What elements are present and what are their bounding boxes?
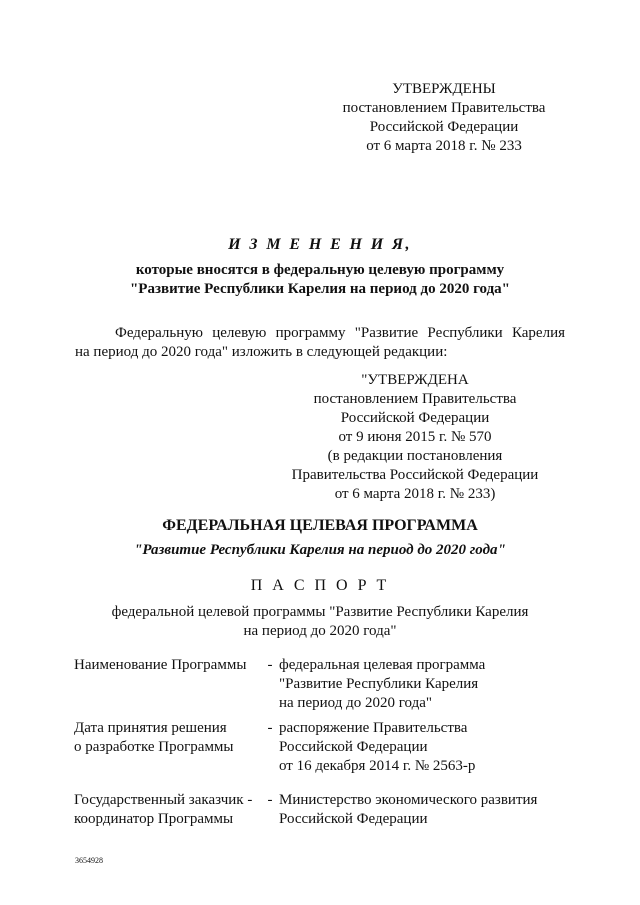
approval-block <box>320 80 568 156</box>
document-code: 3654928 <box>75 856 103 865</box>
intro-paragraph <box>75 324 565 362</box>
changes-subheading <box>0 261 640 299</box>
approval-line-2: Российской Федерации <box>369 119 519 135</box>
approval2-line-4: (в редакции постановления <box>327 448 503 464</box>
row-value-line: от 16 декабря 2014 г. № 2563-р <box>279 758 476 774</box>
changes-line-1: которые вносятся в федеральную целевую программу <box>135 262 505 278</box>
row-label-line: Дата принятия решения <box>74 720 227 736</box>
row-value-line: федеральная целевая программа <box>279 657 486 673</box>
passport-title: П А С П О Р Т <box>250 577 390 594</box>
row-label-line: Наименование Программы <box>74 657 247 673</box>
row-dash: - <box>267 720 273 736</box>
program-heading <box>0 516 640 536</box>
approval-line-3: от 6 марта 2018 г. № 233 <box>366 138 522 154</box>
row-dash: - <box>267 792 273 808</box>
approval2-line-6: от 6 марта 2018 г. № 233) <box>334 486 496 502</box>
passport-heading <box>0 576 640 596</box>
intro-line-1: Федеральную целевую программу "Развитие Республики Карелия <box>115 325 565 341</box>
approval2-line-3: от 9 июня 2015 г. № 570 <box>338 429 492 445</box>
row-label-line: Государственный заказчик - <box>74 792 253 808</box>
passport-line-2: на период до 2020 года" <box>243 623 397 639</box>
row-label <box>74 656 260 675</box>
row-value-line: распоряжение Правительства <box>279 720 468 736</box>
intro-line-2: на период до 2020 года" изложить в следующей редакции: <box>75 344 448 360</box>
row-dash: - <box>267 657 273 673</box>
row-label <box>74 791 260 829</box>
row-value <box>279 791 599 829</box>
program-subtitle: "Развитие Республики Карелия на период до 2020 года" <box>134 542 506 558</box>
changes-title: И З М Е Н Е Н И Я, <box>228 236 412 253</box>
row-value <box>279 656 599 713</box>
program-title: ФЕДЕРАЛЬНАЯ ЦЕЛЕВАЯ ПРОГРАММА <box>162 517 478 534</box>
program-subheading <box>0 541 640 560</box>
approval-line-1: постановлением Правительства <box>342 100 546 116</box>
approval2-line-5: Правительства Российской Федерации <box>291 467 539 483</box>
row-value-line: "Развитие Республики Карелия <box>279 676 479 692</box>
approval2-line-1: постановлением Правительства <box>313 391 517 407</box>
row-label-line: о разработке Программы <box>74 739 234 755</box>
changes-heading <box>0 234 640 256</box>
row-value <box>279 719 599 776</box>
approval-block-2 <box>282 371 548 504</box>
passport-subheading <box>0 603 640 641</box>
approval2-line-2: Российской Федерации <box>340 410 490 426</box>
approval2-title: "УТВЕРЖДЕНА <box>361 372 469 388</box>
row-value-line: Российской Федерации <box>279 811 428 827</box>
row-value-line: на период до 2020 года" <box>279 695 432 711</box>
row-label-line: координатор Программы <box>74 811 234 827</box>
row-value-line: Российской Федерации <box>279 739 428 755</box>
passport-line-1: федеральной целевой программы "Развитие Республики Карелия <box>111 604 529 620</box>
changes-line-2: "Развитие Республики Карелия на период до 2020 года" <box>129 281 510 297</box>
row-label <box>74 719 260 757</box>
row-value-line: Министерство экономического развития <box>279 792 538 808</box>
approval-title: УТВЕРЖДЕНЫ <box>392 81 496 97</box>
